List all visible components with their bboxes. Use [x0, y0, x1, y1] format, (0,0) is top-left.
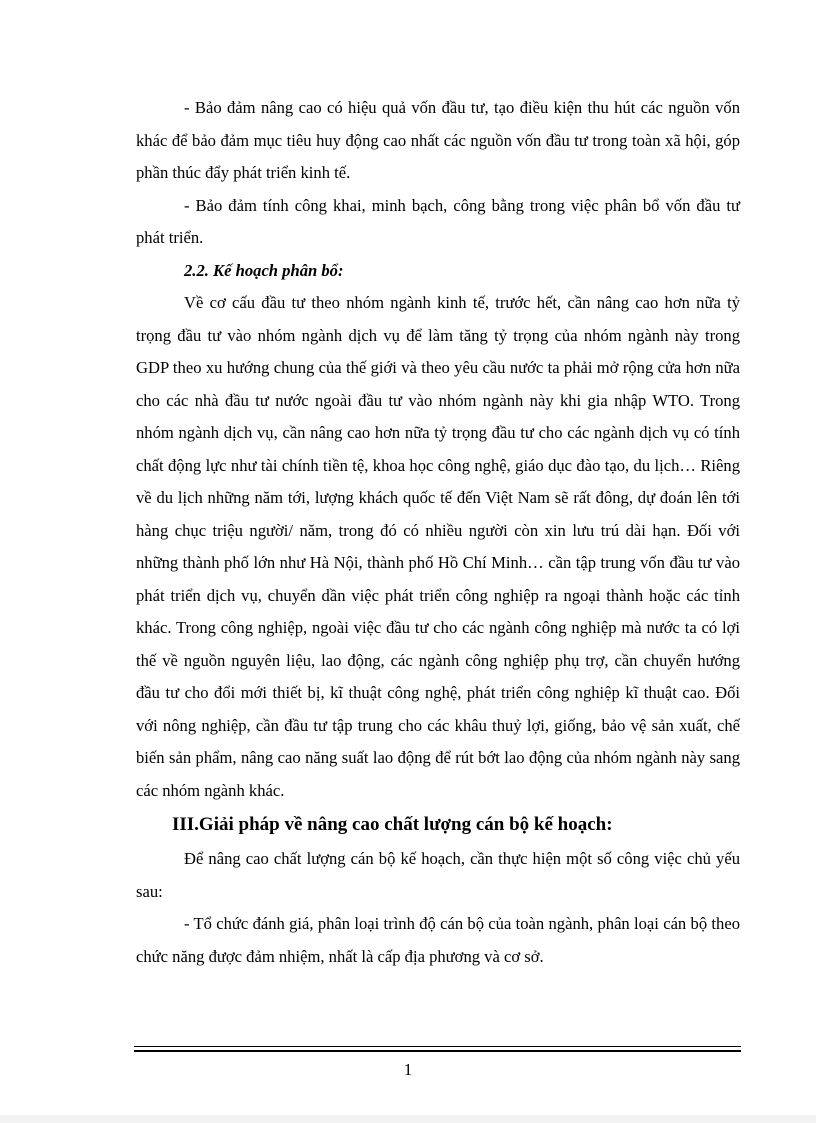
section-item-paragraph: - Tổ chức đánh giá, phân loại trình độ cán bộ của toàn ngành, phân loại cán bộ theo chức năng được đảm nhiệm, nhất là cấp địa phương và cơ sở.	[136, 914, 740, 966]
page-number: 1	[403, 1060, 413, 1079]
bullet-paragraph-1: - Bảo đảm nâng cao có hiệu quả vốn đầu tư, tạo điều kiện thu hút các nguồn vốn khác để bảo đảm mục tiêu huy động cao nhất các nguồn vốn đầu tư trong toàn xã hội, góp phần thúc đẩy phát triển kinh tế.	[136, 98, 740, 182]
allocation-paragraph: Về cơ cấu đầu tư theo nhóm ngành kinh tế, trước hết, cần nâng cao hơn nữa tỷ trọng đầu tư vào nhóm ngành dịch vụ để làm tăng tỷ trọng của nhóm ngành này trong GDP theo xu hướng chung của thế giới và theo yêu cầu nước ta phải mở rộng cửa hơn nữa cho các nhà đầu tư nước ngoài đầu tư vào nhóm ngành này khi gia nhập WTO. Trong nhóm ngành dịch vụ, cần nâng cao hơn nữa tỷ trọng đầu tư cho các ngành dịch vụ có tính chất động lực như tài chính tiền tệ, khoa học công nghệ, giáo dục đào tạo, du lịch… Riêng về du lịch những năm tới, lượng khách quốc tế đến Việt Nam sẽ rất đông, dự đoán lên tới hàng chục triệu người/ năm, trong đó có nhiều người còn xin lưu trú dài hạn. Đối với những thành phố lớn như Hà Nội, thành phố Hồ Chí Minh… cần tập trung vốn đầu tư vào phát triển dịch vụ, chuyển dần việc phát triển công nghiệp ra ngoại thành hoặc các tỉnh khác. Trong công nghiệp, ngoài việc đầu tư cho các ngành công nghiệp mà nước ta có lợi thế về nguồn nguyên liệu, lao động, các ngành công nghiệp phụ trợ, cần chuyển hướng đầu tư cho đổi mới thiết bị, kĩ thuật công nghệ, phát triển công nghiệp kĩ thuật cao. Đối với nông nghiệp, cần đầu tư tập trung cho các khâu thuỷ lợi, giống, bảo vệ sản xuất, chế biến sản phẩm, nâng cao năng suất lao động để rút bớt lao động của nhóm ngành này sang các nhóm ngành khác.	[136, 293, 740, 800]
section-heading-staff-quality: III.Giải pháp về nâng cao chất lượng cán bộ kế hoạch:	[172, 814, 613, 835]
body-text	[136, 92, 740, 973]
subheading-allocation-plan: 2.2. Kế hoạch phân bổ:	[184, 260, 344, 280]
footer-divider	[134, 1046, 741, 1052]
page-bottom-band	[0, 1115, 816, 1123]
section-intro-paragraph: Để nâng cao chất lượng cán bộ kế hoạch, cần thực hiện một số công việc chủ yếu sau:	[136, 849, 740, 901]
bullet-paragraph-2: - Bảo đảm tính công khai, minh bạch, công bằng trong việc phân bổ vốn đầu tư phát triển.	[136, 195, 740, 247]
